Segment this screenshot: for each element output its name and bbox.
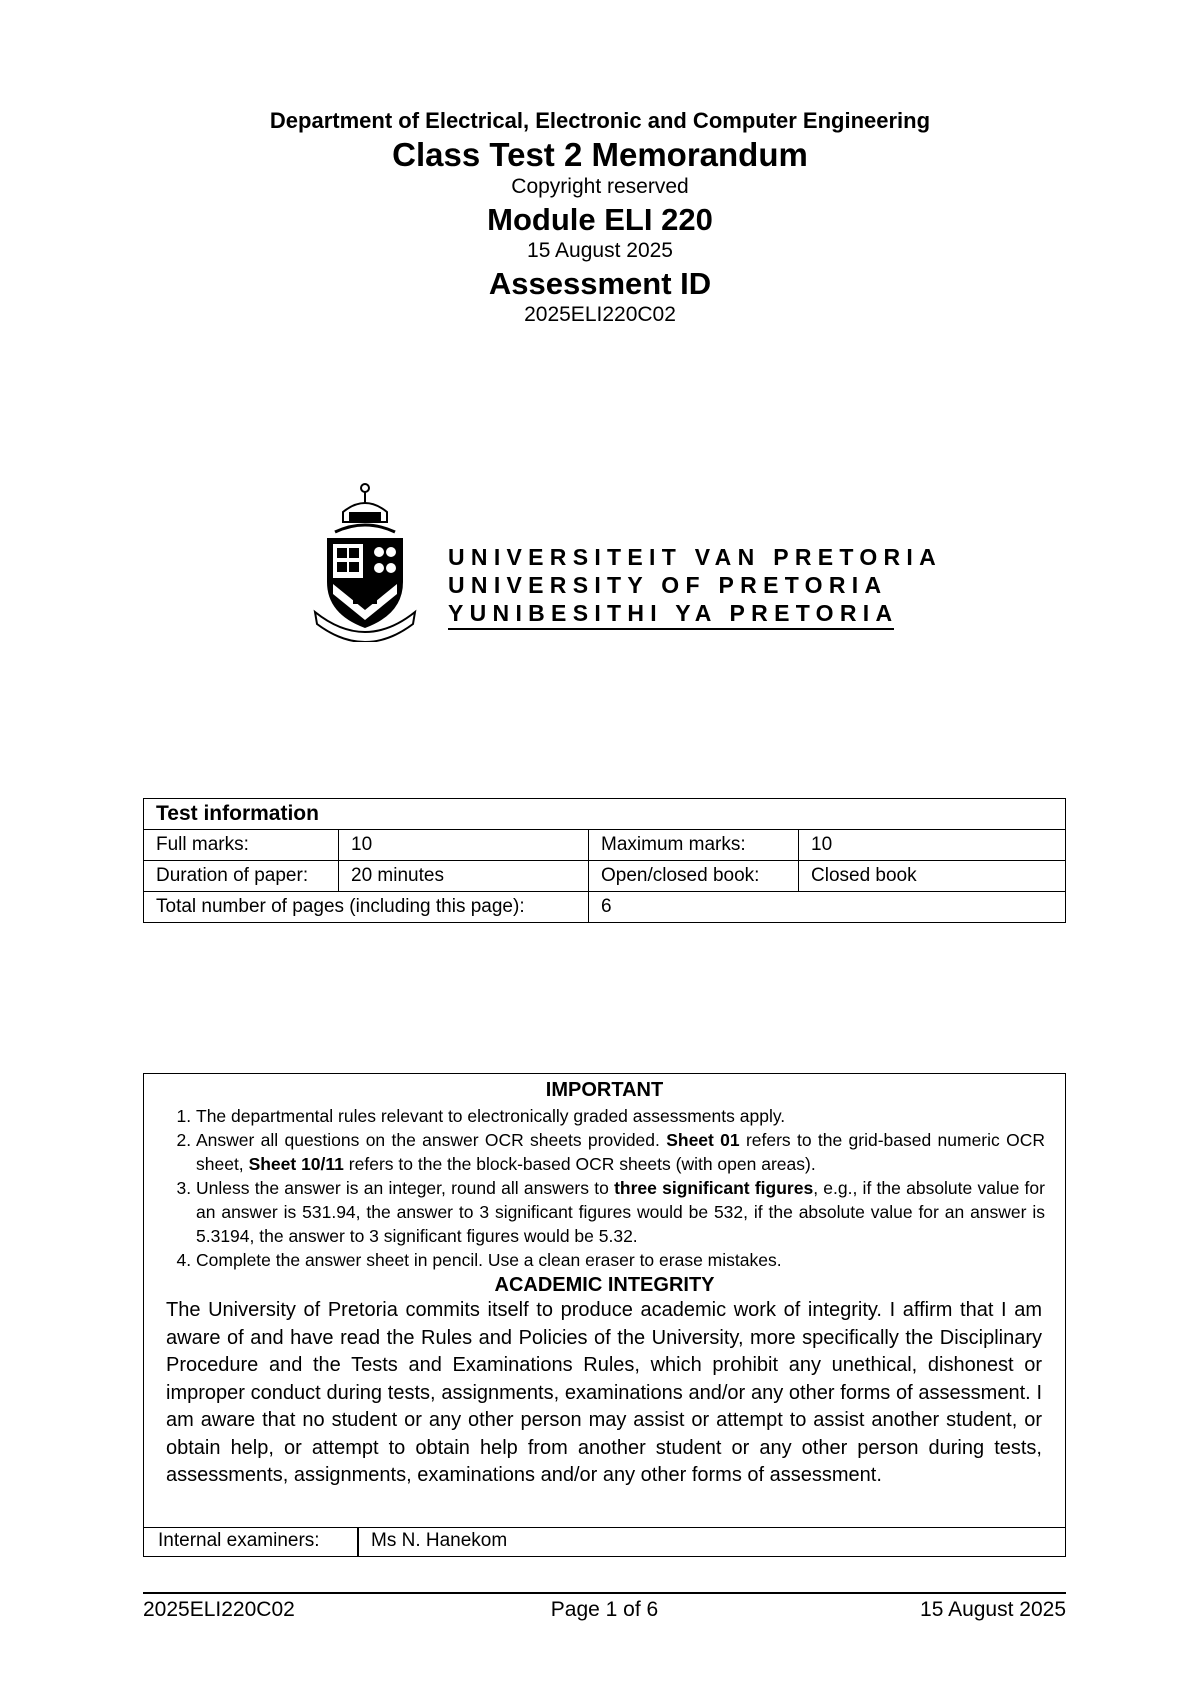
footer-assessment-id: 2025ELI220C02 [143, 1598, 295, 1621]
rule-4-text: Complete the answer sheet in pencil. Use a clean eraser to erase mistakes. [196, 1250, 782, 1270]
test-date: 15 August 2025 [527, 239, 673, 262]
footer-date: 15 August 2025 [920, 1598, 1066, 1621]
logo-underline [448, 628, 894, 630]
rule-1-text: The departmental rules relevant to electronically graded assessments apply. [196, 1106, 786, 1126]
rule-2-text-e: refers to the the block-based OCR sheets (with open areas). [348, 1154, 816, 1174]
rule-item [196, 1104, 1045, 1128]
academic-integrity-text: The University of Pretoria commits itself to produce academic work of integrity. I affirm that I am aware of and have read the Rules and Policies of the University, more specifically the Disciplinary Procedure and the Tests and Examinations Rules, which prohibit any unethical, dishonest or improper conduct during tests, assignments, examinations and/or any other forms of assessment. I am aware that no student or any other person may assist or attempt to assist another student, or obtain help, or attempt to obtain help from another student or any other person during tests, assessments, assignments, examinations and/or any other forms of assessment. [166, 1299, 1042, 1486]
footer-page-number: Page 1 of 6 [550, 1598, 659, 1621]
university-crest-icon [313, 482, 418, 642]
total-pages-value: 6 [589, 892, 1066, 923]
internal-examiners-row [144, 1527, 1065, 1556]
university-name-sepedi: YUNIBESITHI YA PRETORIA [448, 600, 899, 626]
rule-2-bold-sheet-01: Sheet 01 [666, 1130, 740, 1150]
academic-integrity-heading: ACADEMIC INTEGRITY [494, 1274, 715, 1296]
rule-2-text-c: refers to the grid-based numeric OCR sheet, [196, 1130, 1045, 1174]
book-type-label: Open/closed book: [589, 861, 799, 892]
maximum-marks-value: 10 [799, 830, 1066, 861]
rule-3-text-a: Unless the answer is an integer, round all answers to [196, 1178, 609, 1198]
rule-item [196, 1128, 1045, 1176]
important-heading: IMPORTANT [545, 1079, 664, 1101]
document-header [0, 108, 1200, 328]
internal-examiners-value: Ms N. Hanekom [371, 1530, 508, 1551]
full-marks-value: 10 [339, 830, 589, 861]
test-information-table [143, 798, 1066, 923]
module-code: Module ELI 220 [487, 202, 713, 237]
examiners-divider [357, 1528, 359, 1556]
rule-2-bold-sheet-10-11: Sheet 10/11 [248, 1154, 344, 1174]
assessment-id: 2025ELI220C02 [524, 303, 676, 326]
duration-value: 20 minutes [339, 861, 589, 892]
rule-3-bold-sig-figs: three significant figures [614, 1178, 814, 1198]
copyright-notice: Copyright reserved [511, 175, 689, 198]
rule-3-text-c: , e.g., if the absolute value for an answer is 531.94, the answer to 3 significant figures would be 532, if the absolute value for an answer is 5.3194, the answer to 3 significant figures would be 5.32. [196, 1178, 1045, 1246]
assessment-id-label: Assessment ID [488, 266, 712, 301]
department-name: Department of Electrical, Electronic and Computer Engineering [269, 108, 931, 133]
test-information-heading: Test information [144, 799, 1066, 830]
university-logo [313, 482, 943, 642]
duration-label: Duration of paper: [144, 861, 339, 892]
rule-2-text-a: Answer all questions on the answer OCR sheets provided. [196, 1130, 660, 1150]
university-name-english: UNIVERSITY OF PRETORIA [448, 572, 888, 598]
full-marks-label: Full marks: [144, 830, 339, 861]
rule-item [196, 1176, 1045, 1248]
university-name-afrikaans: UNIVERSITEIT VAN PRETORIA [448, 544, 943, 570]
internal-examiners-label: Internal examiners: [158, 1530, 320, 1551]
book-type-value: Closed book [799, 861, 1066, 892]
rule-item [196, 1248, 1045, 1272]
total-pages-label: Total number of pages (including this page): [144, 892, 589, 923]
important-notice-box [143, 1073, 1066, 1557]
rules-list [166, 1104, 1045, 1272]
footer-rule [143, 1592, 1066, 1594]
maximum-marks-label: Maximum marks: [589, 830, 799, 861]
document-title: Class Test 2 Memorandum [392, 136, 808, 173]
